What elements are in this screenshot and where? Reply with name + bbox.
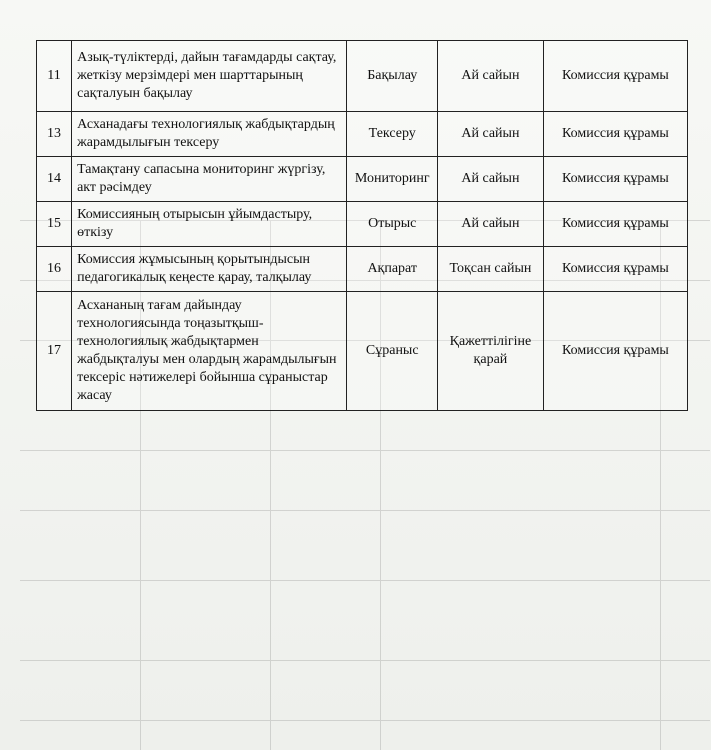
responsible: Комиссия құрамы <box>543 202 687 247</box>
activity-description: Тамақтану сапасына мониторинг жүргізу, акт рәсімдеу <box>72 157 347 202</box>
row-number: 14 <box>37 157 72 202</box>
responsible: Комиссия құрамы <box>543 112 687 157</box>
activity-period: Ай сайын <box>438 157 544 202</box>
responsible: Комиссия құрамы <box>543 41 687 112</box>
responsible: Комиссия құрамы <box>543 157 687 202</box>
table-row <box>37 202 688 247</box>
responsible: Комиссия құрамы <box>543 247 687 292</box>
activity-period: Тоқсан сайын <box>438 247 544 292</box>
table-row <box>37 112 688 157</box>
activity-period: Ай сайын <box>438 202 544 247</box>
activity-type: Бақылау <box>347 41 438 112</box>
row-number: 16 <box>37 247 72 292</box>
activity-type: Сұраныс <box>347 292 438 411</box>
activity-type: Мониторинг <box>347 157 438 202</box>
table-row <box>37 41 688 112</box>
activity-period: Қажеттілігіне қарай <box>438 292 544 411</box>
table-row <box>37 247 688 292</box>
activity-type: Отырыс <box>347 202 438 247</box>
row-number: 11 <box>37 41 72 112</box>
activity-period: Ай сайын <box>438 41 544 112</box>
table-row <box>37 157 688 202</box>
activity-type: Ақпарат <box>347 247 438 292</box>
activity-description: Комиссия жұмысының қорытындысын педагогикалық кеңесте қарау, талқылау <box>72 247 347 292</box>
row-number: 13 <box>37 112 72 157</box>
row-number: 15 <box>37 202 72 247</box>
plan-table <box>36 40 688 411</box>
activity-description: Азық-түліктерді, дайын тағамдарды сақтау, жеткізу мерзімдері мен шарттарының сақталуын бақылау <box>72 41 347 112</box>
activity-description: Асханадағы технологиялық жабдықтардың жарамдылығын тексеру <box>72 112 347 157</box>
responsible: Комиссия құрамы <box>543 292 687 411</box>
activity-description: Асхананың тағам дайындау технологиясында тоңазытқыш-технологиялық жабдықтармен жабдықталуы мен олардың жарамдылығын тексеріс нәтижелері бойынша сұраныстар жасау <box>72 292 347 411</box>
activity-type: Тексеру <box>347 112 438 157</box>
activity-description: Комиссияның отырысын ұйымдастыру, өткізу <box>72 202 347 247</box>
row-number: 17 <box>37 292 72 411</box>
table-row <box>37 292 688 411</box>
activity-period: Ай сайын <box>438 112 544 157</box>
